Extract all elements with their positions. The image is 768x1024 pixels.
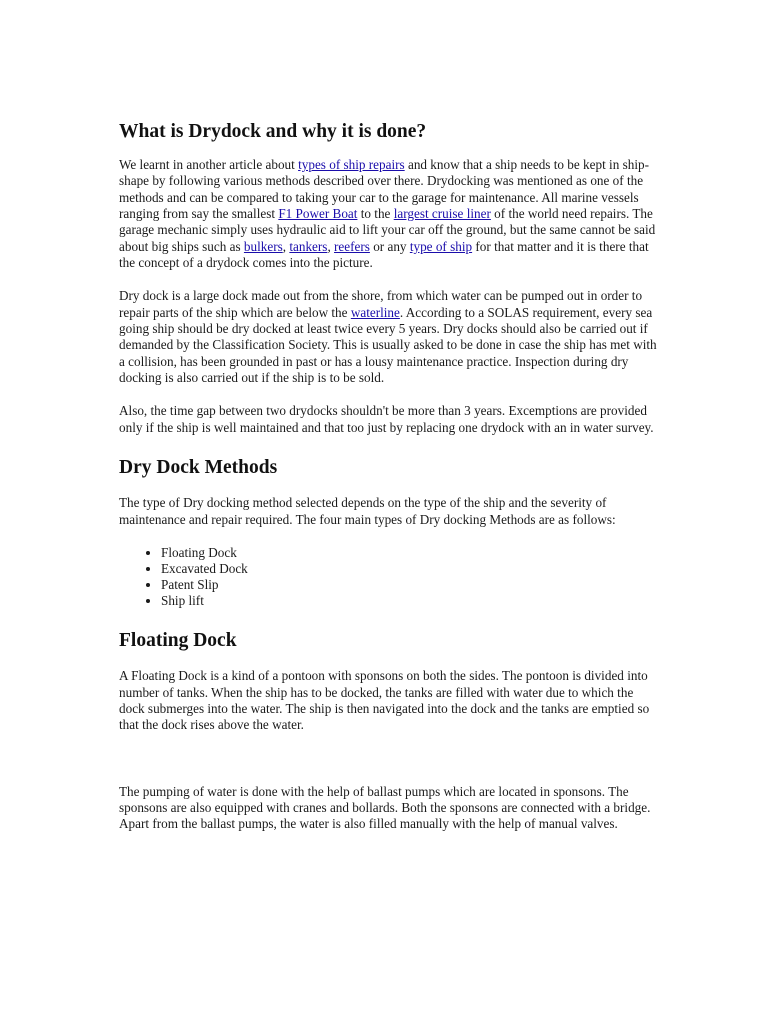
text: for that matter and it is there that the concept of a drydock comes into the picture.: [119, 238, 649, 271]
text: to the: [357, 206, 394, 222]
paragraph-time-gap: Also, the time gap between two drydocks shouldn't be more than 3 years. Excemptions are provided only if the ship is well maintained and that too just by replacing one drydock with an in water survey.: [119, 403, 654, 435]
link-largest-cruise-liner[interactable]: largest cruise liner: [393, 206, 491, 222]
text: ,: [282, 238, 290, 254]
list-item: • Floating Dock: [161, 545, 659, 561]
heading-floating-dock: Floating Dock: [119, 630, 237, 652]
text: and know that a ship needs to be kept in ship-shape by following various methods described over there. Drydocking was mentioned as one of the methods and can be compared to taking your car to the garage for maintenance. All marine vessels ranging from say the smallest: [119, 157, 649, 222]
link-reefers[interactable]: reefers: [334, 238, 370, 254]
link-f1-power-boat[interactable]: F1 Power Boat: [278, 206, 358, 222]
paragraph-dry-dock-definition: [119, 288, 659, 386]
document-page: [119, 118, 659, 833]
paragraph-intro: [119, 157, 659, 271]
link-types-of-ship-repairs[interactable]: types of ship repairs: [298, 157, 405, 172]
paragraph-floating-dock: A Floating Dock is a kind of a pontoon with sponsons on both the sides. The pontoon is divided into number of tanks. When the ship has to be docked, the tanks are filled with water due to which the dock submerges into the water. The ship is then navigated into the dock and the tanks are emptied so that the dock rises above the water.: [119, 668, 650, 733]
heading-what-is-drydock: What is Drydock and why it is done?: [119, 121, 427, 142]
link-waterline[interactable]: waterline: [350, 304, 400, 320]
methods-list: [119, 545, 659, 609]
text: ,: [327, 238, 335, 254]
list-item: • Excavated Dock: [161, 561, 659, 577]
link-tankers[interactable]: tankers: [289, 238, 328, 254]
text: of the world need repairs. The garage mechanic simply uses hydraulic aid to lift your car off the ground, but the same cannot be said about big ships such as: [119, 206, 656, 254]
paragraph-methods-intro: The type of Dry docking method selected depends on the type of the ship and the severity of maintenance and repair required. The four main types of Dry docking Methods are as follows:: [119, 495, 616, 527]
list-item: • Patent Slip: [161, 577, 659, 593]
list-item: • Ship lift: [161, 593, 659, 609]
link-bulkers[interactable]: bulkers: [243, 238, 283, 254]
paragraph-ballast-pumps: The pumping of water is done with the help of ballast pumps which are located in sponsons. The sponsons are also equipped with cranes and bollards. Both the sponsons are connected with a bridge. Apart from the ballast pumps, the water is also filled manually with the help of manual valves.: [119, 783, 651, 832]
text: Dry dock is a large dock made out from the shore, from which water can be pumped out in order to repair parts of the ship which are below the: [119, 288, 643, 320]
link-type-of-ship[interactable]: type of ship: [409, 238, 473, 254]
text: . According to a SOLAS requirement, every sea going ship should be dry docked at least twice every 5 years. Dry docks should also be carried out if demanded by the Classification Society. This is usually asked to be done in case the ship has met with a collision, has been grounded in past or has a lousy maintenance practice. Inspection during dry docking is also carried out if the ship is to be sold.: [119, 304, 657, 386]
text: or any: [369, 238, 410, 254]
heading-dry-dock-methods: Dry Dock Methods: [119, 457, 278, 479]
text: We learnt in another article about: [119, 157, 299, 172]
